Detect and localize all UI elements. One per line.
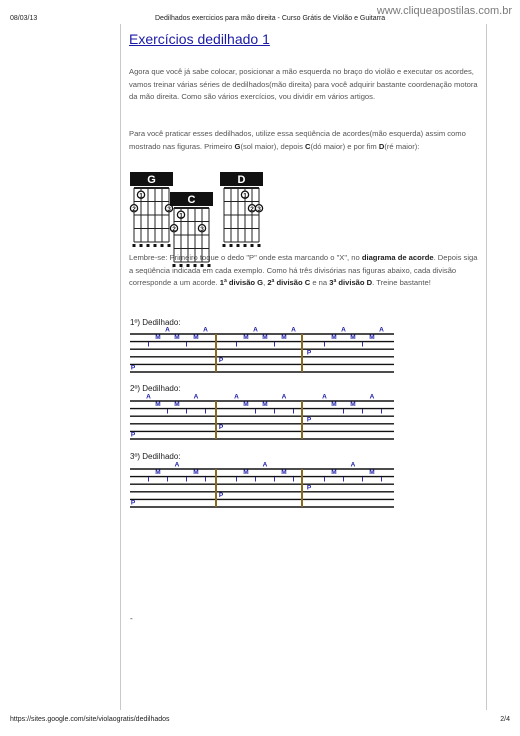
finger-note-a: A [262,461,268,469]
finger-note-m: M [331,401,337,409]
finger-note-m: M [155,334,161,342]
finger-note-m: M [243,469,249,477]
finger-note-a: A [379,326,384,334]
finger-note-m: M [174,334,180,342]
finger-note-i: I [361,341,364,349]
finger-note-i: I [361,408,364,416]
string-foot-mark [133,244,136,247]
finger-note-p: P [218,491,224,499]
string-foot-mark [140,244,143,247]
reminder-d: 1ª divisão G [219,278,264,287]
exercise-2-label: 2º) Dedilhado: [130,384,181,393]
string-foot-mark [223,244,226,247]
finger-note-m: M [331,469,337,477]
string-foot-mark [251,244,254,247]
string-foot-mark [168,244,171,247]
chord-text-c2: (dó maior) e por fim [310,141,379,151]
finger-note-i: I [147,341,150,349]
chord-name-label: D [237,174,246,186]
finger-note-i: I [273,476,276,484]
finger-number: 2 [132,205,136,213]
finger-note-i: I [185,341,188,349]
finger-number: 3 [200,225,204,233]
intro-paragraph: Agora que você já sabe colocar, posicionar a mão esquerda no braço do violão e executar os acordes, vamos treinar várias séries de dedilhados(mão direita) para você adquirir bastante coordenação motora da mão direita. Como são vários exercícios, vou dividir em vários artigos. [129,67,478,101]
chord-diagram-d [220,172,263,247]
finger-note-m: M [243,401,249,409]
finger-note-i: I [342,476,345,484]
finger-note-i: I [147,476,150,484]
reminder-paragraph [129,252,479,290]
finger-note-i: I [273,408,276,416]
finger-note-a: A [165,326,170,334]
string-foot-mark [237,244,240,247]
finger-note-i: I [204,476,207,484]
finger-note-a: A [193,393,199,401]
exercise-3-label: 3º) Dedilhado: [130,452,181,461]
reminder-a: Lembre-se: Primeiro toque o dedo "P" onde esta marcando o "X", no [129,253,362,262]
chord-text-b: (sol maior), depois [240,141,306,151]
chord-name-label: G [147,174,156,186]
finger-note-i: I [342,408,345,416]
footer-page-number: 2/4 [500,716,510,723]
finger-note-m: M [262,334,268,342]
finger-note-m: M [174,401,180,409]
finger-number: 3 [167,205,171,213]
reminder-i: . Treine bastante! [372,278,431,287]
finger-note-m: M [369,334,375,342]
reminder-e: , [263,278,268,287]
finger-note-a: A [369,393,375,401]
reminder-f: 2ª divisão C [267,278,311,287]
finger-note-a: A [322,393,327,401]
finger-note-a: A [146,393,151,401]
string-foot-mark [154,244,157,247]
finger-note-p: P [130,431,136,439]
finger-note-i: I [323,476,326,484]
exercise-1-tab [130,326,398,380]
finger-note-a: A [291,326,296,334]
finger-note-p: P [130,364,136,372]
finger-number: 1 [243,192,247,200]
finger-number: 1 [139,192,143,200]
finger-note-m: M [281,334,287,342]
header-doc-title: Dedilhados exercicios para mão direita - Curso Grátis de Violão e Guitarra [155,15,386,22]
finger-note-a: A [350,461,356,469]
chord-c: C [305,141,311,151]
chord-sequence-paragraph [129,128,479,153]
finger-note-p: P [218,423,224,431]
exercise-2-tab [130,393,398,447]
content-frame-right [486,24,487,710]
finger-note-i: I [254,476,257,484]
reminder-g: e na [310,278,330,287]
chord-text-a: Para você praticar esses dedilhados, utilize essa seqüência de acordes(mão esquerda) assim como mostrado nas figuras. Primeiro [129,129,466,151]
article-title[interactable]: Exercícios dedilhado 1 [129,31,270,47]
finger-note-p: P [306,349,312,357]
chord-text-e: (ré maior): [384,141,420,151]
string-foot-mark [147,244,150,247]
finger-note-a: A [341,326,346,334]
exercise-3-tab [130,461,398,515]
string-foot-mark [161,244,164,247]
reminder-c: . Depois siga a seqüência indicada em cada exemplo. Como há três divisórias nas figuras abaixo, cada divisão corresponde a um acorde. [129,253,478,287]
content-frame-left [120,24,121,710]
finger-note-i: I [273,341,276,349]
finger-note-m: M [350,401,356,409]
finger-note-i: I [292,408,295,416]
reminder-b: diagrama de acorde [361,253,434,262]
finger-note-p: P [130,499,136,507]
finger-note-i: I [235,476,238,484]
finger-note-i: I [292,476,295,484]
finger-number: 2 [172,225,176,233]
finger-note-i: I [235,341,238,349]
finger-note-p: P [306,416,312,424]
finger-note-m: M [331,334,337,342]
finger-note-m: M [369,469,375,477]
finger-note-m: M [350,334,356,342]
finger-note-i: I [380,408,383,416]
header-date: 08/03/13 [10,15,38,22]
string-foot-mark [258,244,261,247]
finger-note-i: I [254,408,257,416]
finger-note-i: I [361,476,364,484]
finger-note-a: A [281,393,287,401]
finger-number: 1 [179,212,183,220]
finger-note-a: A [253,326,258,334]
finger-note-i: I [185,476,188,484]
chord-name-label: C [187,194,196,206]
finger-note-i: I [166,408,169,416]
exercise-1-label: 1º) Dedilhado: [130,318,181,327]
finger-note-m: M [155,401,161,409]
finger-note-m: M [243,334,249,342]
finger-note-i: I [185,408,188,416]
header-site-watermark: www.cliqueapostilas.com.br [376,5,512,17]
finger-note-i: I [166,476,169,484]
finger-note-m: M [281,469,287,477]
trailing-dash: - [130,614,133,623]
finger-note-m: M [193,469,199,477]
finger-note-i: I [204,408,207,416]
finger-note-p: P [306,484,312,492]
finger-note-a: A [234,393,239,401]
finger-note-m: M [155,469,161,477]
finger-note-i: I [323,341,326,349]
finger-note-i: I [380,476,383,484]
finger-note-p: P [218,356,224,364]
reminder-h: 3ª divisão D [329,278,373,287]
chord-d: D [378,141,385,151]
finger-number: 3 [257,205,261,213]
footer-url[interactable]: https://sites.google.com/site/violaogratis/dedilhados [10,716,170,723]
chord-diagrams [128,170,288,252]
finger-note-m: M [193,334,199,342]
chord-diagram-g [130,172,173,247]
finger-note-a: A [174,461,180,469]
finger-note-m: M [262,401,268,409]
finger-number: 2 [250,205,254,213]
chord-g: G [234,141,241,151]
string-foot-mark [230,244,233,247]
finger-note-a: A [203,326,208,334]
string-foot-mark [244,244,247,247]
